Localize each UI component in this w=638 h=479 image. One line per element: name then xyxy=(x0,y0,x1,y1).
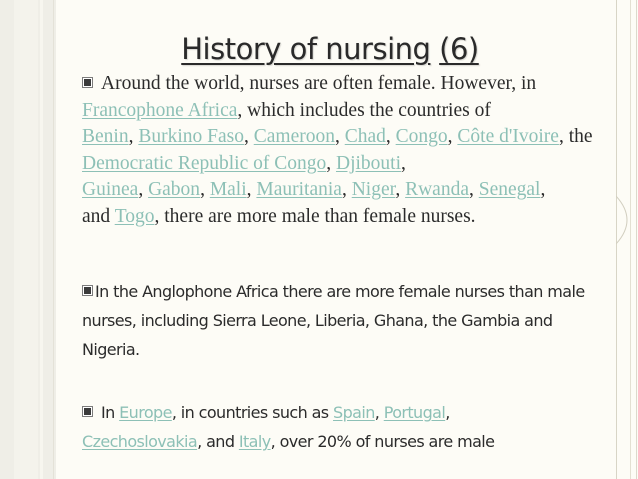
p3-such-as: , in countries such as xyxy=(171,403,334,422)
p1-tail: , there are more male than female nurses. xyxy=(154,205,476,227)
link-cameroon[interactable]: Cameroon xyxy=(253,126,335,148)
p1-intro: Around the world, nurses are often female. However, in xyxy=(101,73,537,94)
left-strip-edge xyxy=(53,0,54,479)
p3-tail: , over 20% of nurses are male xyxy=(270,432,495,451)
paragraph-francophone: Around the world, nurses are often female. However, in Francophone Africa, which includes the countries of Benin, Burkino Faso, Cameroon, Chad, Congo, Côte d'Ivoire, the Democratic Republic of Congo, Djibouti, Guinea, Gabon, Mali, Mauritania, Niger, Rwanda, Senegal, and Togo, there are more male than female nurses. xyxy=(82,73,593,227)
link-spain[interactable]: Spain xyxy=(333,403,375,422)
link-drc[interactable]: Democratic Republic of Congo xyxy=(82,152,327,174)
link-burkino-faso[interactable]: Burkino Faso xyxy=(138,126,244,148)
link-togo[interactable]: Togo xyxy=(114,205,155,227)
paragraph-europe: In Europe, in countries such as Spain, Portugal, Czechoslovakia, and Italy, over 20% of nurses are male xyxy=(82,403,495,451)
paragraph-anglophone xyxy=(82,277,610,364)
link-rwanda[interactable]: Rwanda xyxy=(405,179,469,201)
p1-the: , the xyxy=(558,126,593,148)
title-main: History of nursing xyxy=(181,32,431,66)
link-mauritania[interactable]: Mauritania xyxy=(256,179,342,201)
right-border-arc xyxy=(616,196,638,244)
link-benin[interactable]: Benin xyxy=(82,126,129,148)
link-djibouti[interactable]: Djibouti xyxy=(335,152,401,174)
link-senegal[interactable]: Senegal xyxy=(478,179,541,201)
slide-title xyxy=(60,32,600,66)
link-gabon[interactable]: Gabon xyxy=(148,179,201,201)
link-cote-divoire[interactable]: Côte d'Ivoire xyxy=(457,126,559,148)
link-portugal[interactable]: Portugal xyxy=(383,403,446,422)
title-number: (6) xyxy=(439,32,479,66)
link-francophone-africa[interactable]: Francophone Africa xyxy=(82,99,238,121)
p3-in: In xyxy=(101,403,120,422)
link-congo[interactable]: Congo xyxy=(395,126,448,148)
link-guinea[interactable]: Guinea xyxy=(82,179,139,201)
square-bullet-icon xyxy=(82,77,93,88)
p1-text: , which includes the countries of xyxy=(237,99,491,121)
link-chad[interactable]: Chad xyxy=(344,126,386,148)
link-czechoslovakia[interactable]: Czechoslovakia xyxy=(82,432,198,451)
left-decorative-strip xyxy=(0,0,56,479)
link-italy[interactable]: Italy xyxy=(238,432,271,451)
left-strip-shade xyxy=(14,0,38,479)
square-bullet-icon xyxy=(82,406,93,417)
link-niger[interactable]: Niger xyxy=(351,179,396,201)
link-europe[interactable]: Europe xyxy=(119,403,172,422)
square-bullet-icon xyxy=(82,285,93,296)
p1-and: and xyxy=(82,205,115,227)
left-strip-band xyxy=(40,0,43,479)
p3-and: , and xyxy=(197,432,239,451)
p2-text: In the Anglophone Africa there are more female nurses than male nurses, including Sierra Leone, Liberia, Ghana, the Gambia and Nigeria. xyxy=(82,282,585,359)
link-mali[interactable]: Mali xyxy=(209,179,247,201)
